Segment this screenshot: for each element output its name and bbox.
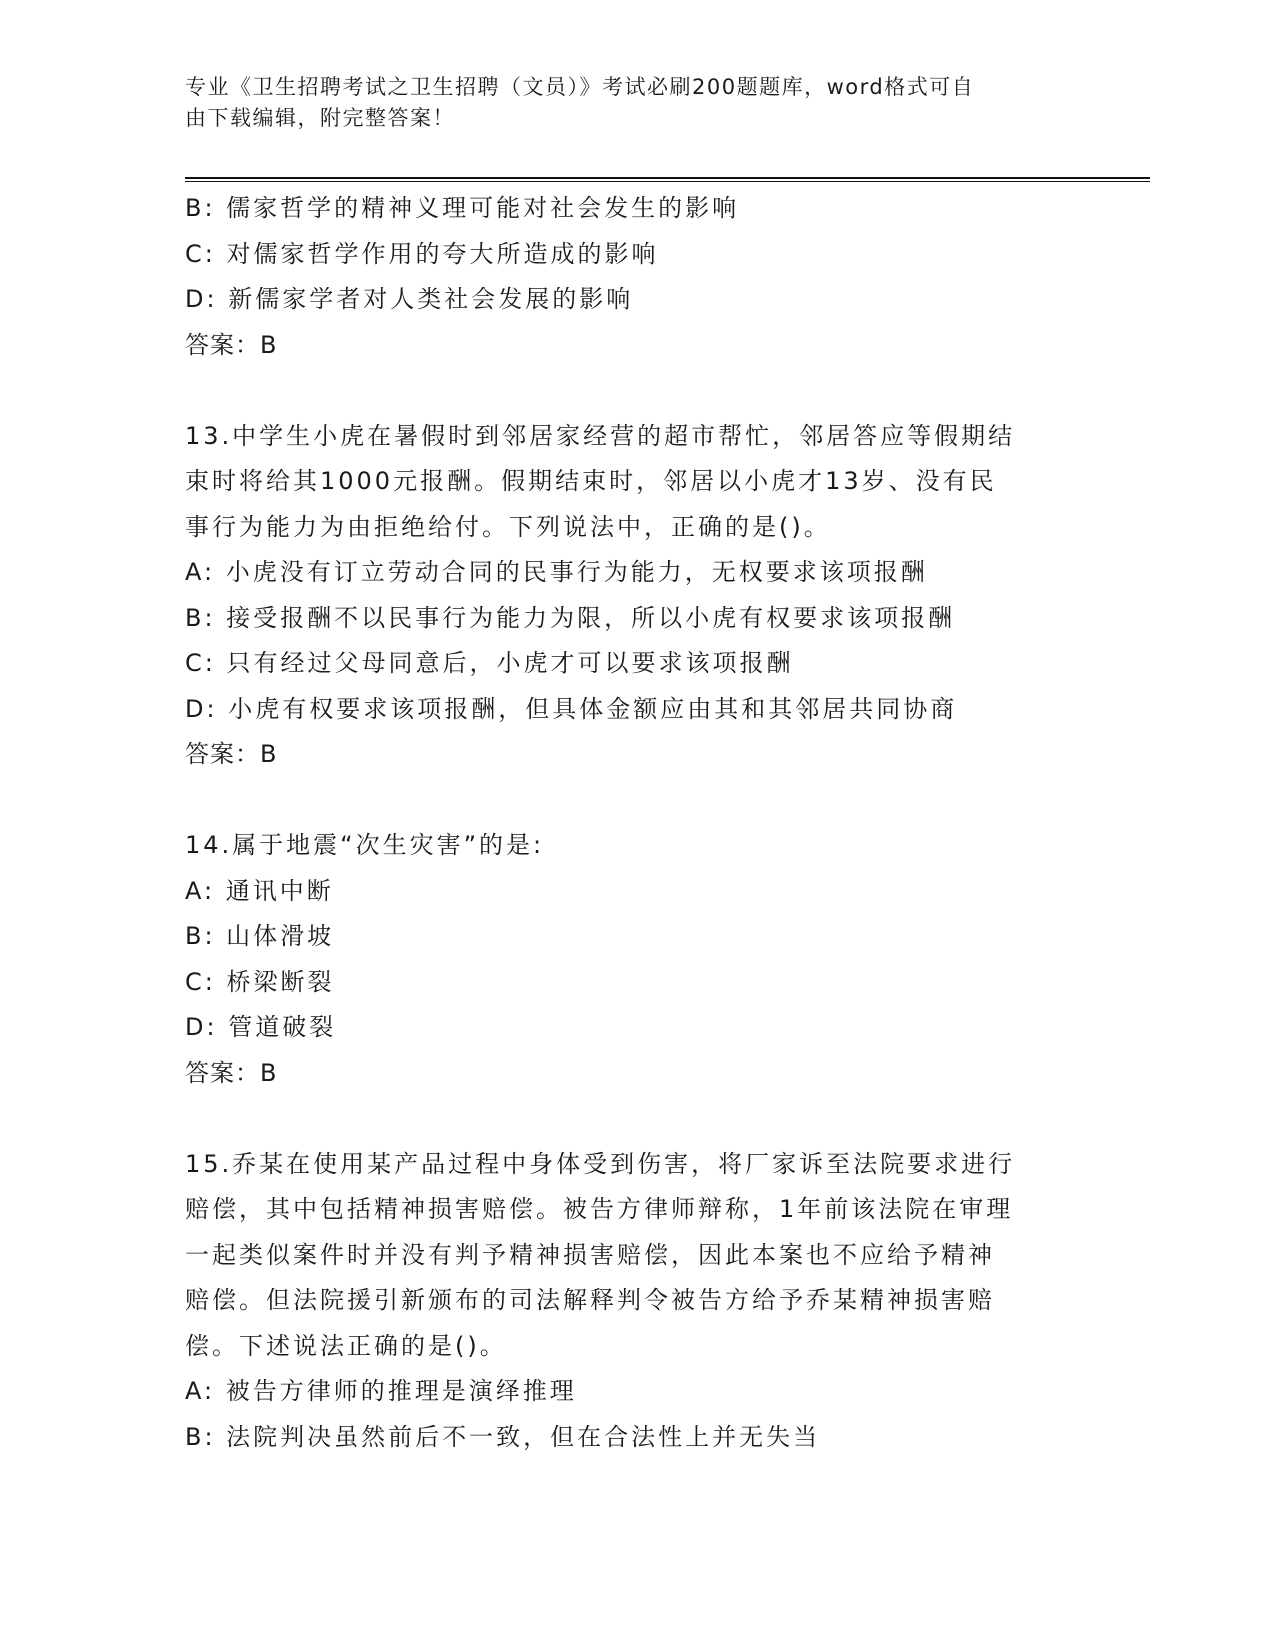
q15-option-b: B: 法院判决虽然前后不一致，但在合法性上并无失当 xyxy=(185,1422,821,1451)
q13-option-d: D: 小虎有权要求该项报酬，但具体金额应由其和其邻居共同协商 xyxy=(185,694,958,723)
spacer xyxy=(185,1096,1085,1142)
q12-option-c: C: 对儒家哲学作用的夸大所造成的影响 xyxy=(185,239,659,268)
q13-option-a: A: 小虎没有订立劳动合同的民事行为能力，无权要求该项报酬 xyxy=(185,558,928,586)
header-line-1: 专业《卫生招聘考试之卫生招聘（文员）》考试必刷200题题库，word格式可自 xyxy=(185,75,975,99)
q14-option-b: B: 山体滑坡 xyxy=(185,922,335,950)
document-header xyxy=(185,72,1065,134)
question-14 xyxy=(185,823,1085,1096)
q13-option-c: C: 只有经过父母同意后，小虎才可以要求该项报酬 xyxy=(185,649,794,677)
q12-answer: 答案：B xyxy=(185,330,278,359)
q12-option-b: B: 儒家哲学的精神义理可能对社会发生的影响 xyxy=(185,194,740,222)
header-line-2: 由下载编辑，附完整答案！ xyxy=(185,106,455,130)
spacer xyxy=(185,778,1085,824)
question-15 xyxy=(185,1142,1085,1461)
q12-option-d: D: 新儒家学者对人类社会发展的影响 xyxy=(185,285,634,313)
header-divider-thick xyxy=(185,177,1150,179)
question-12 xyxy=(185,186,1085,368)
q14-option-a: A: 通讯中断 xyxy=(185,876,334,905)
q15-stem-line-5: 偿。下述说法正确的是()。 xyxy=(185,1331,507,1360)
q13-stem-line-1: 13.中学生小虎在暑假时到邻居家经营的超市帮忙，邻居答应等假期结 xyxy=(185,421,1016,450)
q13-stem-line-3: 事行为能力为由拒绝给付。下列说法中，正确的是()。 xyxy=(185,512,831,541)
q13-answer: 答案：B xyxy=(185,740,278,768)
question-content xyxy=(185,186,1085,1460)
question-13 xyxy=(185,414,1085,778)
q14-option-d: D: 管道破裂 xyxy=(185,1013,337,1041)
q14-option-c: C: 桥梁断裂 xyxy=(185,967,335,996)
q13-option-b: B: 接受报酬不以民事行为能力为限，所以小虎有权要求该项报酬 xyxy=(185,603,956,632)
q13-stem-line-2: 束时将给其1000元报酬。假期结束时，邻居以小虎才13岁、没有民 xyxy=(185,467,997,495)
q15-stem-line-3: 一起类似案件时并没有判予精神损害赔偿，因此本案也不应给予精神 xyxy=(185,1240,995,1269)
spacer xyxy=(185,368,1085,414)
q14-answer: 答案：B xyxy=(185,1058,278,1087)
q15-option-a: A: 被告方律师的推理是演绎推理 xyxy=(185,1377,577,1405)
q15-stem-line-4: 赔偿。但法院援引新颁布的司法解释判令被告方给予乔某精神损害赔 xyxy=(185,1286,995,1314)
q15-stem-line-1: 15.乔某在使用某产品过程中身体受到伤害，将厂家诉至法院要求进行 xyxy=(185,1149,1016,1178)
header-divider-thin xyxy=(185,181,1150,182)
q15-stem-line-2: 赔偿，其中包括精神损害赔偿。被告方律师辩称，1年前该法院在审理 xyxy=(185,1195,1014,1223)
q14-stem-line-1: 14.属于地震“次生灾害”的是: xyxy=(185,831,545,859)
